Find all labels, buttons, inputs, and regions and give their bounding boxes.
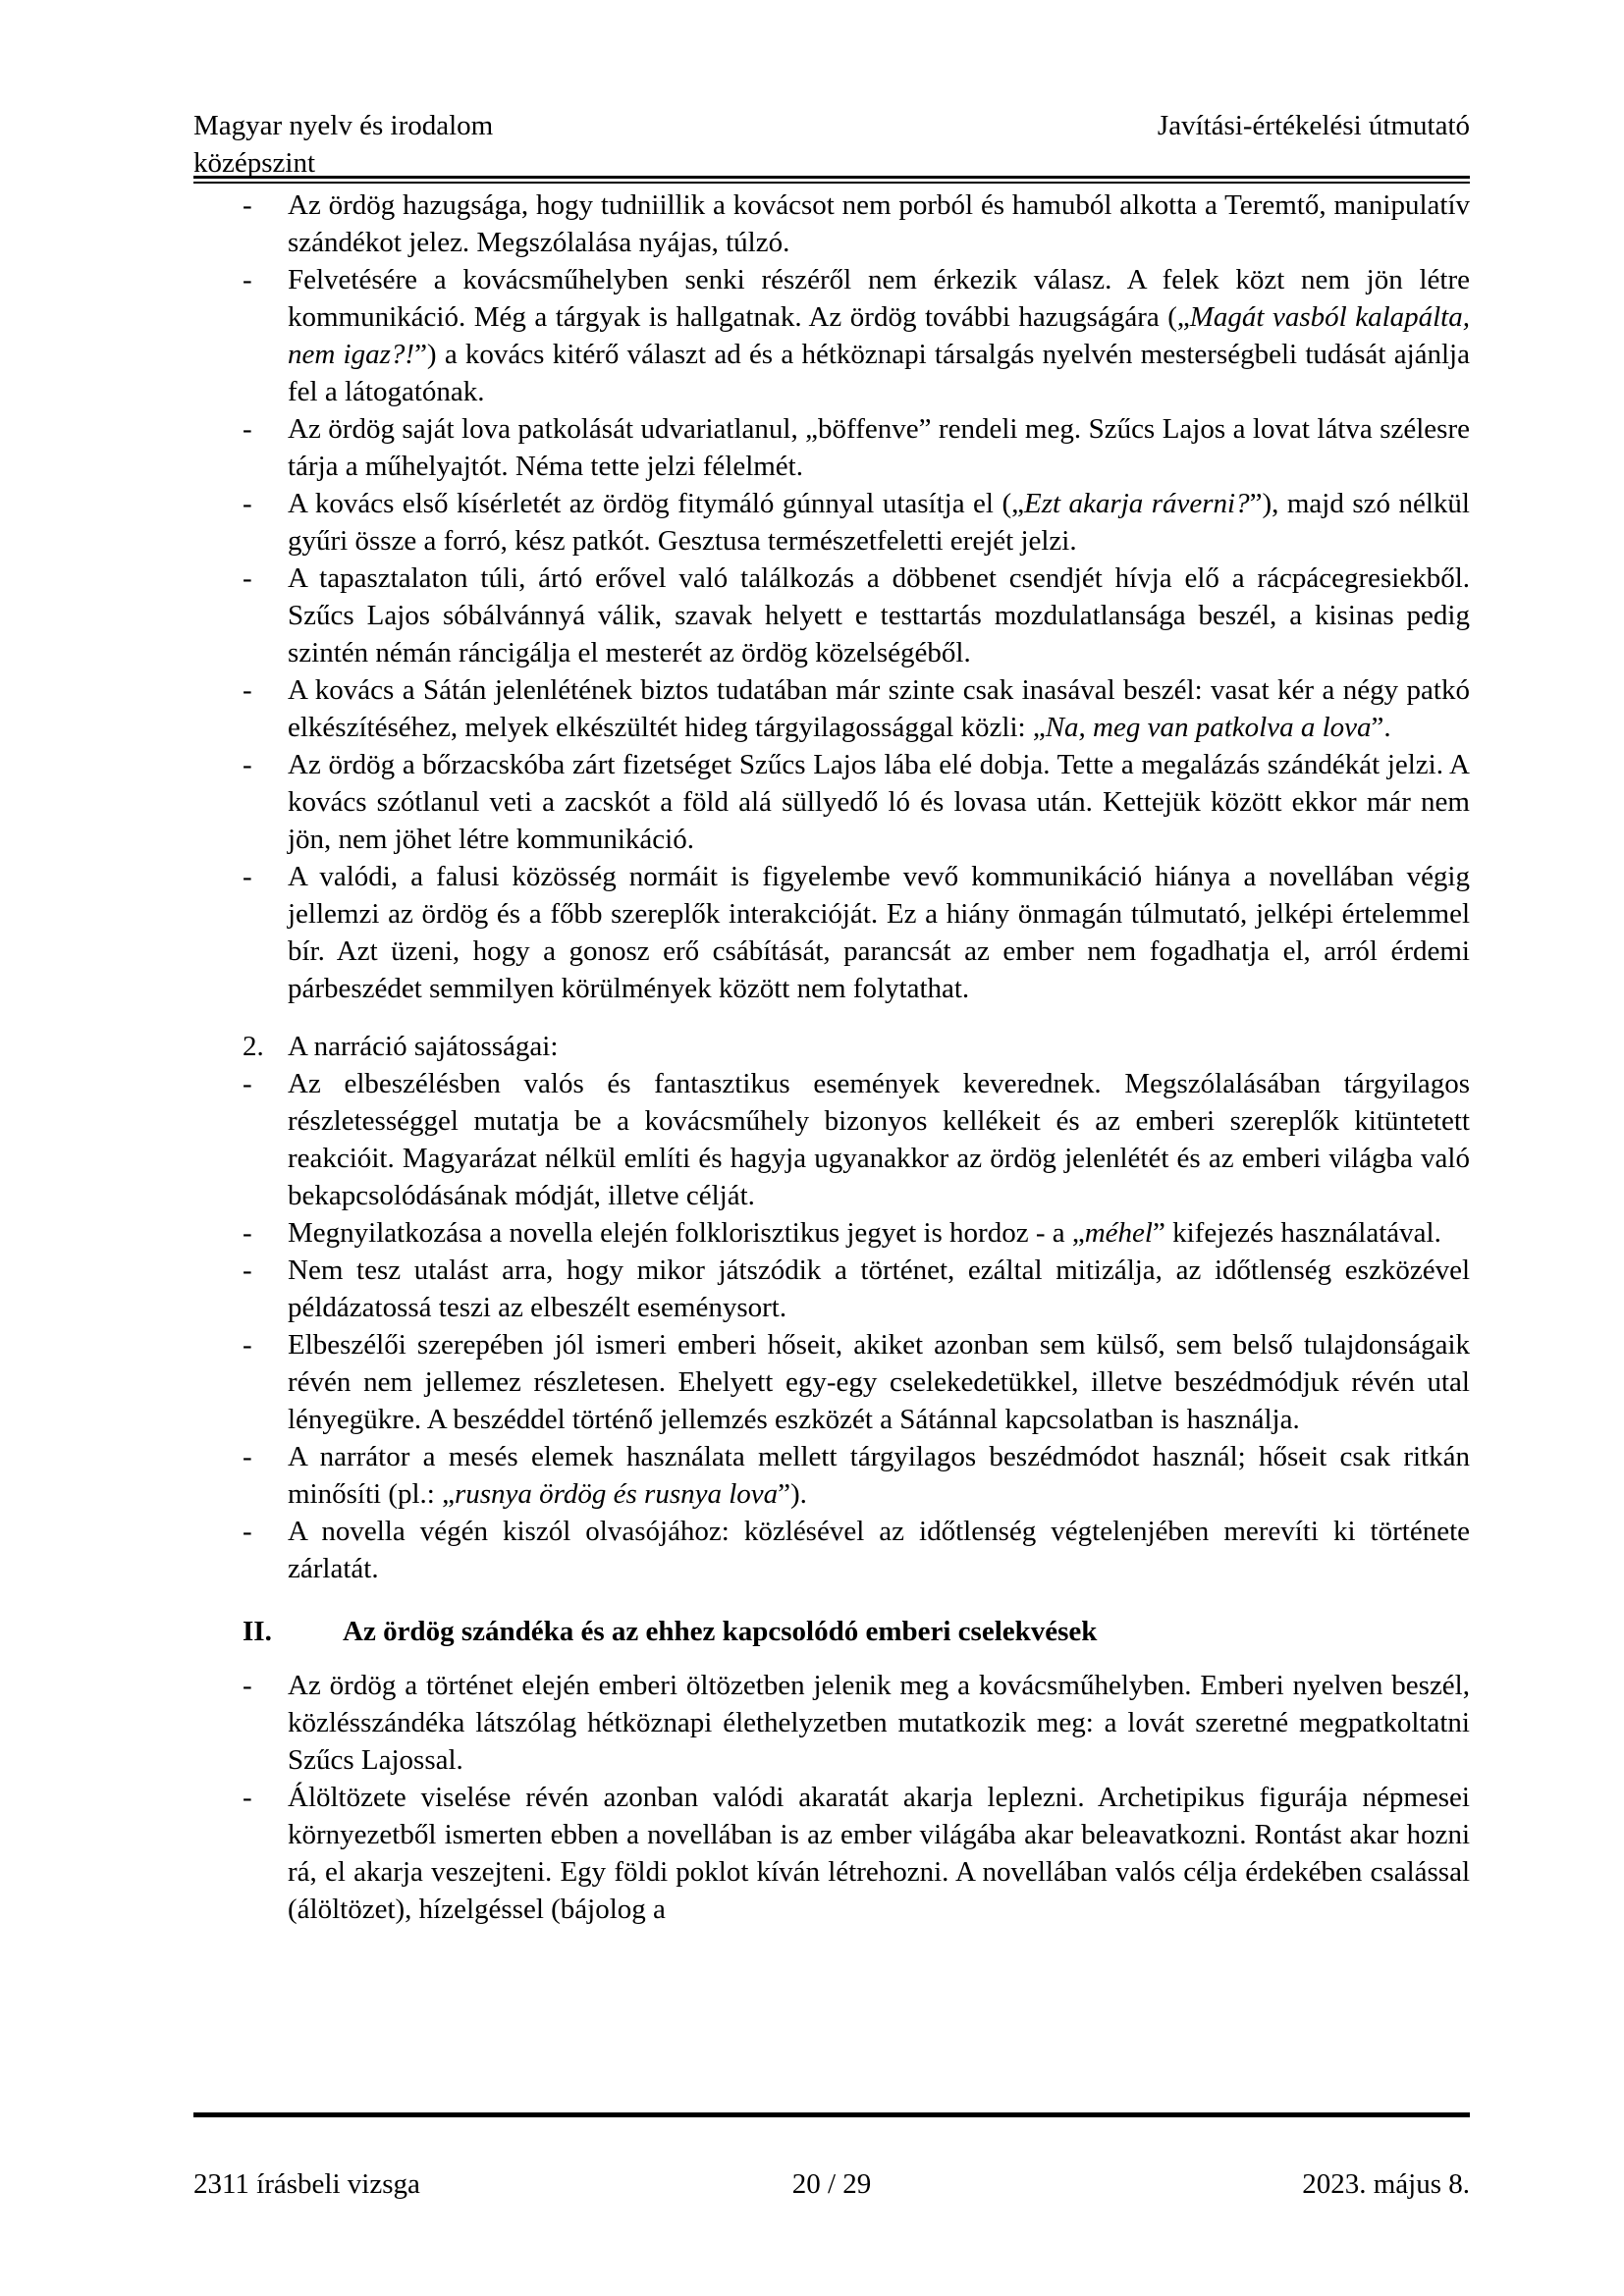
quoted-phrase: Ezt akarja ráverni?	[1024, 488, 1250, 519]
text-run: Az ördög a bőrzacskóba zárt fizetséget Szűcs Lajos lába elé dobja. Tette a megalázás szándékát jelzi. A kovács szótlanul veti a zacskót a föld alá süllyedő ló és lovasa után. Kettejük között ekkor már nem jön, nem jöhet létre kommunikáció.	[288, 749, 1470, 855]
bullet-marker: -	[243, 264, 252, 295]
list-item	[193, 1326, 1470, 1438]
paragraph-text	[288, 488, 1470, 557]
quoted-phrase: rusnya ördög és rusnya lova	[454, 1478, 779, 1510]
header-row	[193, 107, 1470, 144]
quoted-phrase: Na, meg van patkolva a lova	[1045, 712, 1372, 743]
text-run: A tapasztalaton túli, ártó erővel való találkozás a döbbenet csendjét hívja elő a rácpácegresiekből. Szűcs Lajos sóbálvánnyá válik, szavak helyett e testtartás mozdulatlansága beszél, a kisinas pedig szintén némán ráncigálja el mesterét az ördög közelségéből.	[288, 562, 1470, 668]
paragraph-text	[288, 189, 1470, 258]
header-guide-title: Javítási-értékelési útmutató	[1157, 110, 1470, 141]
text-run: Megnyilatkozása a novella elején folklorisztikus jegyet is hordoz - a „	[288, 1217, 1085, 1249]
section-heading	[193, 1613, 1470, 1650]
text-run: A kovács első kísérletét az ördög fitymáló gúnnyal utasítja el („	[288, 488, 1024, 519]
list-item	[193, 1252, 1470, 1326]
bullet-marker: -	[243, 1670, 252, 1701]
text-run: A novella végén kiszól olvasójához: közlésével az időtlenség végtelenjében merevíti ki története zárlatát.	[288, 1516, 1470, 1584]
text-run: Álöltözete viselése révén azonban valódi akaratát akarja leplezni. Archetipikus figurája népmesei környezetből ismerten ebben a novellában is az ember világába akar beleavatkozni. Rontást akar hozni rá, el akarja veszejteni. Egy földi poklot kíván létrehozni. A novellában valós célja érdekében csalással (álöltözet), hízelgéssel (bájolog a	[288, 1782, 1470, 1925]
footer-date: 2023. május 8.	[1302, 2168, 1470, 2200]
paragraph-text	[288, 1516, 1470, 1584]
quoted-phrase: Magát vasból kalapálta, nem igaz?!	[288, 301, 1470, 370]
bullet-marker: -	[243, 562, 252, 594]
paragraph-text	[288, 861, 1470, 1004]
text-run: A narrátor a mesés elemek használata mellett tárgyilagos beszédmódot használ; hőseit csak ritkán minősíti (pl.: „	[288, 1441, 1470, 1510]
bullet-marker: -	[243, 1068, 252, 1099]
paragraph-text	[288, 413, 1470, 482]
bullet-marker: -	[243, 1516, 252, 1547]
list-item	[193, 1214, 1470, 1252]
footer-rule	[193, 2112, 1470, 2117]
list-item	[193, 1065, 1470, 1214]
header-rule	[193, 176, 1470, 184]
list-item	[193, 858, 1470, 1007]
paragraph-text	[288, 1782, 1470, 1925]
heading-number: II.	[243, 1616, 272, 1647]
list-item	[193, 1667, 1470, 1779]
bullet-marker: -	[243, 1217, 252, 1249]
paragraph-text	[288, 264, 1470, 407]
bullet-marker: -	[243, 861, 252, 892]
text-run: A valódi, a falusi közösség normáit is figyelembe vevő kommunikáció hiánya a novellában végig jellemzi az ördög és a főbb szereplők interakcióját. Ez a hiány önmagán túlmutató, jelképi értelemmel bír. Azt üzeni, hogy a gonosz erő csábítását, parancsát az ember nem fogadhatja el, arról érdemi párbeszédet semmilyen körülmények között nem folytathat.	[288, 861, 1470, 1004]
bullet-marker: -	[243, 189, 252, 221]
text-run: ” kifejezés használatával.	[1152, 1217, 1441, 1249]
text-run: Felvetésére a kovácsműhelyben senki részéről nem érkezik válasz. A felek közt nem jön létre kommunikáció. Még a tárgyak is hallgatnak. Az ördög további hazugságára („	[288, 264, 1470, 333]
text-run: ”).	[778, 1478, 807, 1510]
paragraph-text	[288, 674, 1470, 743]
page-header	[193, 107, 1470, 182]
text-run: ”), majd szó nélkül gyűri össze a forró, kész patkót. Gesztusa természetfeletti erejét jelzi.	[288, 488, 1470, 557]
text-run: Az elbeszélésben valós és fantasztikus események keverednek. Megszólalásában tárgyilagos részletességgel mutatja be a kovácsműhely bizonyos kellékeit és az emberi szereplők kitüntetett reakcióit. Magyarázat nélkül említi és hagyja ugyanakkor az ördög jelenlétét és az emberi világba való bekapcsolódásának módját, illetve célját.	[288, 1068, 1470, 1211]
header-level: középszint	[193, 147, 316, 179]
footer-exam-code: 2311 írásbeli vizsga	[193, 2168, 420, 2200]
bullet-list	[193, 1065, 1470, 1587]
bullet-list	[193, 1667, 1470, 1928]
bullet-marker: -	[243, 1782, 252, 1813]
list-item	[193, 187, 1470, 261]
list-item	[193, 485, 1470, 560]
page-footer	[193, 2165, 1470, 2203]
text-run: Az ördög a történet elején emberi öltözetben jelenik meg a kovácsműhelyben. Emberi nyelven beszél, közlésszándéka látszólag hétköznapi élethelyzetben mutatkozik meg: a lovát szeretné megpatkoltatni Szűcs Lajossal.	[288, 1670, 1470, 1776]
bullet-marker: -	[243, 488, 252, 519]
text-run: ”) a kovács kitérő választ ad és a hétköznapi társalgás nyelvén mesterségbeli tudását ajánlja fel a látogatónak.	[288, 339, 1470, 407]
numbered-item	[193, 1028, 1470, 1065]
list-item	[193, 560, 1470, 671]
heading-text: Az ördög szándéka és az ehhez kapcsolódó emberi cselekvések	[343, 1616, 1098, 1647]
bullet-list	[193, 187, 1470, 1007]
list-item	[193, 1438, 1470, 1513]
paragraph-text	[288, 1068, 1470, 1211]
text-run: Elbeszélői szerepében jól ismeri emberi hőseit, akiket azonban sem külső, sem belső tulajdonságaik révén nem jellemez részletesen. Ehelyett egy-egy cselekedetükkel, illetve beszédmódjuk révén utal lényegükre. A beszéddel történő jellemzés eszközét a Sátánnal kapcsolatban is használja.	[288, 1329, 1470, 1435]
paragraph-text	[288, 749, 1470, 855]
paragraph-text	[288, 1329, 1470, 1435]
bullet-marker: -	[243, 1329, 252, 1361]
list-item	[193, 1779, 1470, 1928]
text-run: Az ördög hazugsága, hogy tudniillik a kovácsot nem porból és hamuból alkotta a Teremtő, manipulatív szándékot jelez. Megszólalása nyájas, túlzó.	[288, 189, 1470, 258]
text-run: Az ördög saját lova patkolását udvariatlanul, „böffenve” rendeli meg. Szűcs Lajos a lovat látva szélesre tárja a műhelyajtót. Néma tette jelzi félelmét.	[288, 413, 1470, 482]
quoted-phrase: méhel	[1084, 1217, 1153, 1249]
numbered-item-text: A narráció sajátosságai:	[288, 1031, 559, 1062]
paragraph-text	[288, 1217, 1441, 1249]
paragraph-text	[288, 1441, 1470, 1510]
bullet-marker: -	[243, 413, 252, 445]
list-item	[193, 410, 1470, 485]
bullet-marker: -	[243, 1255, 252, 1286]
list-item	[193, 261, 1470, 410]
bullet-marker: -	[243, 674, 252, 706]
document-body	[193, 187, 1470, 1928]
paragraph-text	[288, 1670, 1470, 1776]
list-item	[193, 746, 1470, 858]
text-run: ”.	[1371, 712, 1391, 743]
bullet-marker: -	[243, 749, 252, 780]
list-item	[193, 671, 1470, 746]
header-subject: Magyar nyelv és irodalom	[193, 110, 494, 141]
paragraph-text	[288, 1255, 1470, 1323]
text-run: Nem tesz utalást arra, hogy mikor játszódik a történet, ezáltal mitizálja, az időtlenség eszközével példázatossá teszi az elbeszélt eseménysort.	[288, 1255, 1470, 1323]
paragraph-text	[288, 562, 1470, 668]
footer-page-number: 20 / 29	[791, 2168, 872, 2200]
bullet-marker: -	[243, 1441, 252, 1472]
list-item	[193, 1513, 1470, 1587]
item-number: 2.	[243, 1031, 264, 1062]
text-run: A kovács a Sátán jelenlétének biztos tudatában már szinte csak inasával beszél: vasat kér a négy patkó elkészítéséhez, melyek elkészültét hideg tárgyilagossággal közli: „	[288, 674, 1470, 743]
